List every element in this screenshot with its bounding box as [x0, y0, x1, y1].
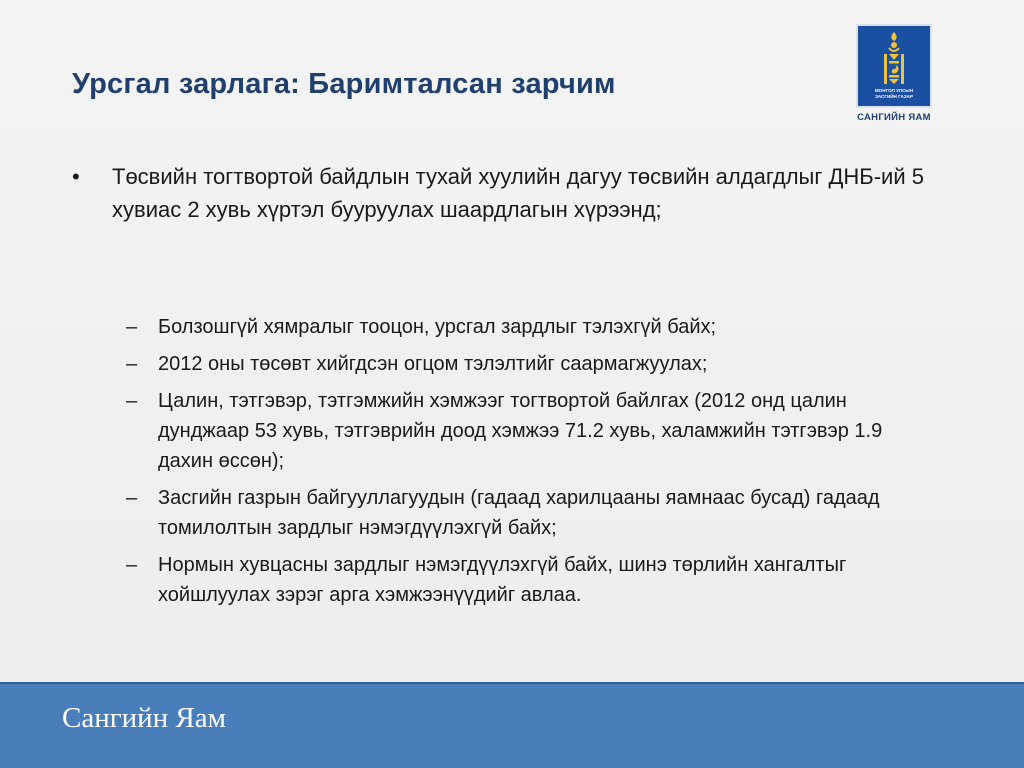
- soyombo-icon: [858, 26, 930, 106]
- main-bullet-text: Төсвийн тогтвортой байдлын тухай хуулийн дагуу төсвийн алдагдлыг ДНБ-ий 5 хувиас 2 хувь хүртэл бууруулах шаардлагын хүрээнд;: [112, 164, 924, 222]
- footer-band: [0, 682, 1024, 768]
- government-emblem: [856, 24, 932, 108]
- sub-bullet-item: [126, 483, 926, 543]
- dash-marker: –: [126, 554, 138, 576]
- sub-bullet-text: Засгийн газрын байгууллагуудын (гадаад харилцааны яамнаас бусад) гадаад томилолтын зардлыг нэмэгдүүлэхгүй байх;: [158, 487, 880, 539]
- emblem-text-line2: ЗАСГИЙН ГАЗАР: [874, 94, 914, 99]
- sub-bullet-item: [126, 312, 926, 342]
- sub-bullet-text: Цалин, тэтгэвэр, тэтгэмжийн хэмжээг тогтвортой байлгах (2012 онд цалин дунджаар 53 хувь, тэтгэврийн доод хэмжээ 71.2 хувь, халамжийн тэтгэвэр 1.9 дахин өссөн);: [158, 390, 883, 472]
- sub-bullet-text: 2012 оны төсөвт хийгдсэн огцом тэлэлтийг саармагжуулах;: [158, 353, 708, 375]
- sub-bullet-item: [126, 349, 926, 379]
- dash-marker: –: [126, 487, 138, 509]
- sub-bullet-list: [126, 312, 926, 617]
- dash-marker: –: [126, 353, 138, 375]
- footer-ministry-name: Сангийн Яам: [62, 702, 227, 734]
- bullet-marker: •: [72, 164, 80, 189]
- sub-bullet-item: [126, 386, 926, 476]
- slide-body: [72, 160, 924, 226]
- main-bullet: [72, 160, 924, 226]
- dash-marker: –: [126, 316, 138, 338]
- sub-bullet-text: Болзошгүй хямралыг тооцон, урсгал зардлыг тэлэхгүй байх;: [158, 316, 717, 338]
- dash-marker: –: [126, 390, 138, 412]
- logo-caption: САНГИЙН ЯАМ: [857, 112, 931, 123]
- emblem-text-line1: МОНГОЛ УЛСЫН: [874, 88, 914, 93]
- slide-title: Урсгал зарлага: Баримталсан зарчим: [72, 68, 616, 100]
- sub-bullet-text: Нормын хувцасны зардлыг нэмэгдүүлэхгүй байх, шинэ төрлийн хангалтыг хойшлуулах зэрэг арга хэмжээнүүдийг авлаа.: [158, 554, 847, 606]
- ministry-logo: [846, 24, 942, 123]
- sub-bullet-item: [126, 550, 926, 610]
